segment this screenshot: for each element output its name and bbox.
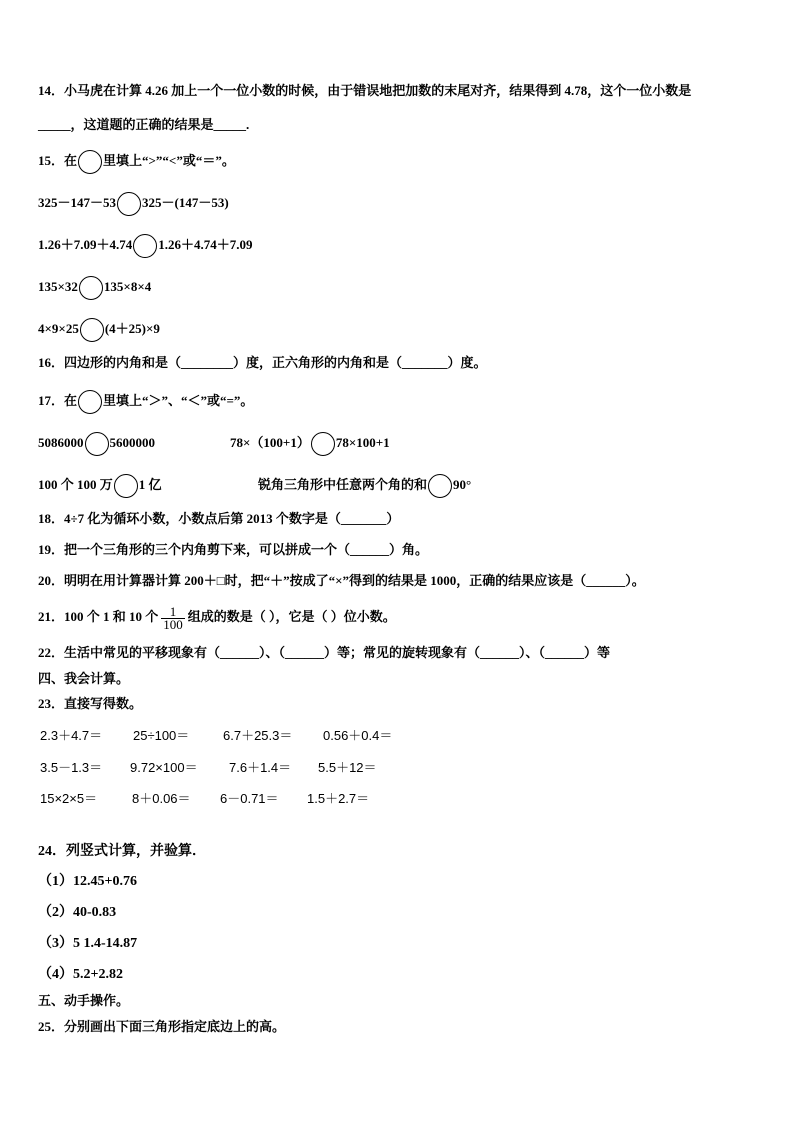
q15-item-2	[38, 234, 253, 258]
q25: 25．分别画出下面三角形指定底边上的高。	[38, 1019, 286, 1034]
q17-header	[38, 390, 253, 414]
q23-cell: 3.5－1.3＝	[40, 760, 103, 775]
answer-circle[interactable]	[428, 474, 452, 498]
q14-line1: 14．小马虎在计算 4.26 加上一个一位小数的时候，由于错误地把加数的末尾对齐，结果得到 4.78，这个一位小数是	[38, 83, 692, 98]
answer-circle[interactable]	[80, 318, 104, 342]
q17-item-1a	[38, 432, 155, 456]
q22: 22．生活中常见的平移现象有（______）、（______）等；常见的旋转现象有（______）、（______）等	[38, 645, 611, 660]
q23-cell: 2.3＋4.7＝	[40, 728, 103, 743]
expr-left: 100 个 100 万	[38, 476, 113, 492]
q23-cell: 15×2×5＝	[40, 791, 98, 806]
answer-circle[interactable]	[78, 150, 102, 174]
expr-right: 1.26＋4.74＋7.09	[158, 236, 253, 252]
q15-item-1	[38, 192, 229, 216]
q21-after: 组成的数是（ ），它是（ ）位小数。	[187, 609, 396, 624]
q15-suffix: 里填上“>”“<”或“＝”。	[103, 152, 235, 168]
answer-circle[interactable]	[117, 192, 141, 216]
q24-title: 24．列竖式计算，并验算．	[38, 844, 206, 859]
fraction	[161, 603, 185, 632]
section-4-heading: 四、我会计算。	[38, 671, 130, 686]
q23-cell: 0.56＋0.4＝	[323, 728, 393, 743]
expr-right: 90°	[453, 476, 472, 492]
q17-prefix: 17．在	[38, 392, 78, 408]
answer-circle[interactable]	[78, 390, 102, 414]
q23-cell: 9.72×100＝	[130, 760, 198, 775]
q23-cell: 25÷100＝	[133, 728, 190, 743]
q24-item-2: （2）40-0.83	[38, 905, 117, 920]
q20: 20．明明在用计算器计算 200＋□时，把“＋”按成了“×”得到的结果是 1000，正确的结果应该是（______）。	[38, 573, 645, 588]
expr-right: 135×8×4	[103, 278, 152, 294]
q17-suffix: 里填上“＞”、“＜”或“=”。	[103, 392, 254, 408]
q23-cell: 6－0.71＝	[220, 791, 279, 806]
answer-circle[interactable]	[79, 276, 103, 300]
q24-item-4: （4）5.2+2.82	[38, 967, 123, 982]
expr-left: 135×32	[38, 278, 78, 294]
expr-left: 78×（100+1）	[230, 434, 310, 450]
q23-cell: 7.6＋1.4＝	[229, 760, 292, 775]
answer-circle[interactable]	[133, 234, 157, 258]
q23-cell: 1.5＋2.7＝	[307, 791, 370, 806]
section-5-heading: 五、动手操作。	[38, 993, 130, 1008]
q21-before: 21．100 个 1 和 10 个	[38, 609, 159, 624]
q21	[38, 600, 396, 634]
q24-item-1: （1）12.45+0.76	[38, 874, 137, 889]
q18: 18．4÷7 化为循环小数，小数点后第 2013 个数字是（_______）	[38, 511, 400, 526]
expr-right: (4＋25)×9	[104, 320, 160, 336]
expr-right: 1 亿	[138, 476, 162, 492]
q15-item-4	[38, 318, 160, 342]
expr-right: 325－(147－53)	[142, 194, 229, 210]
answer-circle[interactable]	[311, 432, 335, 456]
q23-cell: 6.7＋25.3＝	[223, 728, 293, 743]
expr-left: 4×9×25	[38, 320, 79, 336]
q23-title: 23．直接写得数。	[38, 696, 143, 711]
q15-item-3	[38, 276, 151, 300]
expr-right: 78×100+1	[335, 434, 390, 450]
q15-prefix: 15．在	[38, 152, 78, 168]
expr-left: 1.26＋7.09＋4.74	[38, 236, 133, 252]
q14-line2: _____，这道题的正确的结果是_____.	[38, 117, 250, 132]
expr-left: 锐角三角形中任意两个角的和	[258, 476, 428, 492]
answer-circle[interactable]	[85, 432, 109, 456]
q17-item-1b	[230, 432, 390, 456]
answer-circle[interactable]	[114, 474, 138, 498]
q15-header	[38, 150, 235, 174]
expr-left: 5086000	[38, 434, 84, 450]
q19: 19．把一个三角形的三个内角剪下来，可以拼成一个（______）角。	[38, 542, 429, 557]
q17-item-2a	[38, 474, 162, 498]
expr-right: 5600000	[109, 434, 155, 450]
q17-item-2b	[258, 474, 471, 498]
fraction-denominator: 100	[163, 616, 183, 632]
fraction-numerator: 1	[161, 606, 185, 619]
q16: 16．四边形的内角和是（________）度，正六角形的内角和是（_______）度。	[38, 355, 487, 370]
q23-cell: 8＋0.06＝	[132, 791, 191, 806]
q24-item-3: （3）5 1.4-14.87	[38, 936, 138, 951]
expr-left: 325－147－53	[38, 194, 117, 210]
q23-cell: 5.5＋12＝	[318, 760, 377, 775]
